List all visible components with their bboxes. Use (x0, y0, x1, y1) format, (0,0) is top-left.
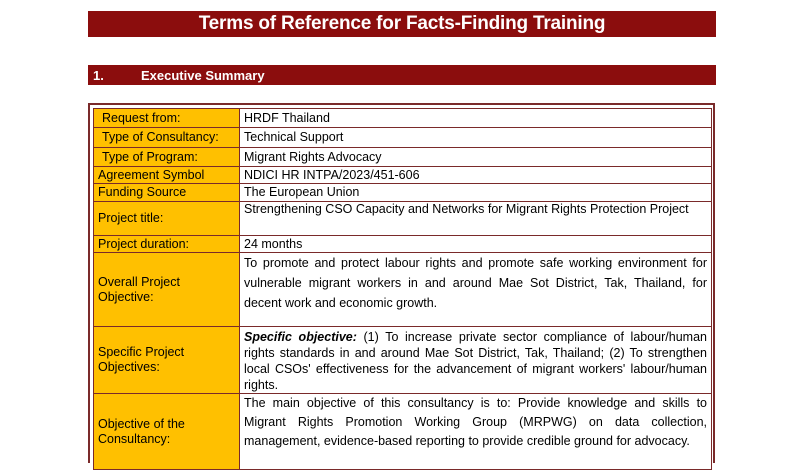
table-row (94, 148, 712, 167)
table-row (94, 202, 712, 236)
row-label-funding-source: Funding Source (94, 184, 240, 202)
table-row (94, 327, 712, 394)
table-row (94, 253, 712, 327)
row-value-funding-source: The European Union (240, 184, 712, 202)
row-label-project-title: Project title: (94, 202, 240, 236)
row-label-consultancy-type: Type of Consultancy: (94, 128, 240, 148)
specific-objective-prefix: Specific objective: (244, 330, 357, 344)
section-number: 1. (93, 67, 104, 83)
row-label-request-from: Request from: (94, 109, 240, 128)
document-title-bar (88, 11, 716, 37)
row-value-project-duration: 24 months (240, 236, 712, 253)
row-label-specific-objectives: Specific Project Objectives: (94, 327, 240, 394)
row-label-project-duration: Project duration: (94, 236, 240, 253)
row-value-project-title: Strengthening CSO Capacity and Networks for Migrant Rights Protection Project (240, 202, 712, 236)
table-row (94, 109, 712, 128)
row-value-specific-objectives (240, 327, 712, 394)
table-row (94, 394, 712, 470)
row-label-overall-objective: Overall Project Objective: (94, 253, 240, 327)
row-label-program-type: Type of Program: (94, 148, 240, 167)
row-value-program-type: Migrant Rights Advocacy (240, 148, 712, 167)
document-title: Terms of Reference for Facts-Finding Training (198, 13, 606, 34)
row-value-overall-objective: To promote and protect labour rights and promote safe working environment for vulnerable migrant workers in and around Mae Sot District, Tak, Thailand, for decent work and economic growth. (240, 253, 712, 327)
table-row (94, 128, 712, 148)
section-title: Executive Summary (141, 67, 265, 83)
row-value-agreement-symbol: NDICI HR INTPA/2023/451-606 (240, 167, 712, 184)
row-value-consultancy-objective: The main objective of this consultancy is to: Provide knowledge and skills to Migrant Rights Promotion Working Group (MRPWG) on data collection, management, evidence-based reporting to provide credible ground for advocacy. (240, 394, 712, 470)
row-label-consultancy-objective: Objective of the Consultancy: (94, 394, 240, 470)
table-row (94, 184, 712, 202)
table-row (94, 236, 712, 253)
summary-table-frame (88, 103, 715, 463)
row-label-agreement-symbol: Agreement Symbol (94, 167, 240, 184)
section-header (88, 65, 716, 85)
table-row (94, 167, 712, 184)
specific-objective-text: (1) To increase private sector compliance of labour/human rights standards in and around Mae Sot District, Tak, Thailand; (2) To strengthen local CSOs' effectiveness for the advancement of migrant workers' labour/human rights. (244, 330, 707, 392)
row-value-request-from: HRDF Thailand (240, 109, 712, 128)
row-value-consultancy-type: Technical Support (240, 128, 712, 148)
summary-table (93, 108, 712, 470)
